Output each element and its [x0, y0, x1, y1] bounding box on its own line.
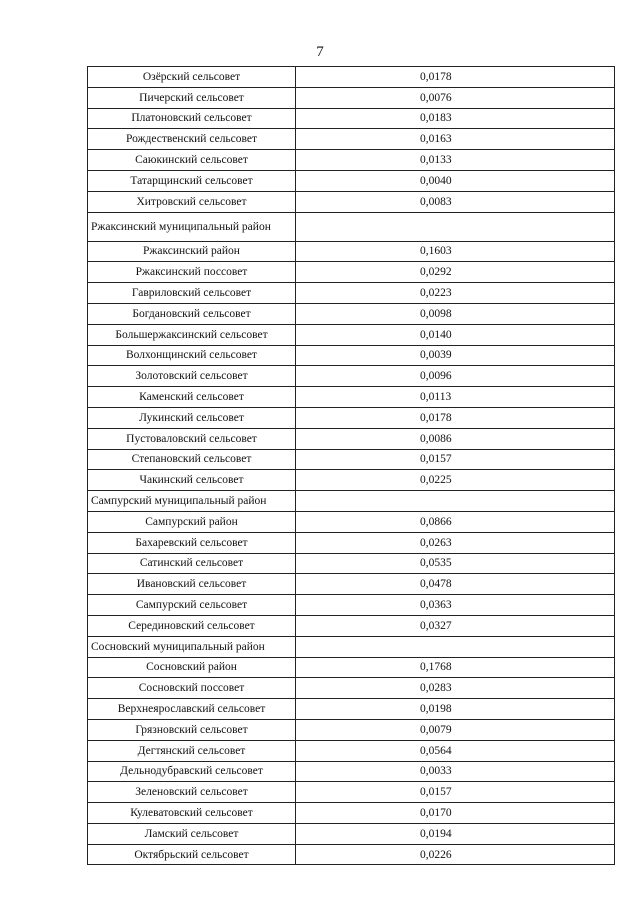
coefficient-value: 0,0040	[296, 170, 615, 191]
coefficient-value: 0,0178	[296, 67, 615, 88]
coefficient-value: 0,0178	[296, 407, 615, 428]
data-table	[87, 66, 615, 865]
page-number: 7	[316, 44, 324, 60]
table-row	[88, 657, 615, 678]
table-row	[88, 150, 615, 171]
table-row	[88, 303, 615, 324]
section-header-row	[88, 491, 615, 512]
municipality-name: Бахаревский сельсовет	[88, 532, 296, 553]
municipality-name: Ламский сельсовет	[88, 823, 296, 844]
municipality-name: Хитровский сельсовет	[88, 191, 296, 212]
coefficient-value: 0,0039	[296, 345, 615, 366]
coefficient-value: 0,0083	[296, 191, 615, 212]
table-row	[88, 387, 615, 408]
coefficient-value: 0,0535	[296, 553, 615, 574]
district-heading: Сосновский муниципальный район	[88, 636, 296, 657]
municipality-name: Степановский сельсовет	[88, 449, 296, 470]
municipality-name: Татарщинский сельсовет	[88, 170, 296, 191]
municipality-name: Серединовский сельсовет	[88, 615, 296, 636]
table-row	[88, 803, 615, 824]
municipality-name: Большержаксинский сельсовет	[88, 324, 296, 345]
municipality-name: Платоновский сельсовет	[88, 108, 296, 129]
table-row	[88, 241, 615, 262]
coefficient-value: 0,0866	[296, 511, 615, 532]
municipality-name: Октябрьский сельсовет	[88, 844, 296, 865]
coefficient-value: 0,0564	[296, 740, 615, 761]
table-row	[88, 366, 615, 387]
coefficient-value: 0,0086	[296, 428, 615, 449]
table-row	[88, 553, 615, 574]
municipality-name: Сосновский поссовет	[88, 678, 296, 699]
table-row	[88, 761, 615, 782]
table-row	[88, 262, 615, 283]
municipality-name: Сампурский район	[88, 511, 296, 532]
table-row	[88, 532, 615, 553]
municipality-name: Лукинский сельсовет	[88, 407, 296, 428]
coefficient-value: 0,0283	[296, 678, 615, 699]
coefficient-value: 0,0226	[296, 844, 615, 865]
municipality-name: Ржаксинский район	[88, 241, 296, 262]
coefficient-value: 0,0157	[296, 449, 615, 470]
municipality-name: Сатинский сельсовет	[88, 553, 296, 574]
table-row	[88, 87, 615, 108]
coefficient-value: 0,0225	[296, 470, 615, 491]
coefficient-value: 0,0198	[296, 699, 615, 720]
coefficient-value: 0,0113	[296, 387, 615, 408]
coefficient-value	[296, 636, 615, 657]
table-row	[88, 191, 615, 212]
municipality-name: Кулеватовский сельсовет	[88, 803, 296, 824]
coefficient-value: 0,0183	[296, 108, 615, 129]
coefficient-value: 0,0363	[296, 595, 615, 616]
table-row	[88, 108, 615, 129]
table-row	[88, 170, 615, 191]
table-row	[88, 595, 615, 616]
municipality-name: Гавриловский сельсовет	[88, 283, 296, 304]
table-row	[88, 324, 615, 345]
municipality-name: Ржаксинский поссовет	[88, 262, 296, 283]
municipality-name: Пустоваловский сельсовет	[88, 428, 296, 449]
table-row	[88, 283, 615, 304]
coefficient-value	[296, 212, 615, 241]
table-row	[88, 511, 615, 532]
municipality-name: Каменский сельсовет	[88, 387, 296, 408]
municipality-name: Богдановский сельсовет	[88, 303, 296, 324]
coefficient-value: 0,0076	[296, 87, 615, 108]
coefficient-value: 0,0033	[296, 761, 615, 782]
coefficient-value	[296, 491, 615, 512]
coefficient-value: 0,0263	[296, 532, 615, 553]
table-row	[88, 67, 615, 88]
coefficient-value: 0,0140	[296, 324, 615, 345]
table-row	[88, 782, 615, 803]
table-body	[88, 67, 615, 865]
coefficient-value: 0,0478	[296, 574, 615, 595]
table-row	[88, 345, 615, 366]
municipality-name: Озёрский сельсовет	[88, 67, 296, 88]
municipality-name: Верхнеярославский сельсовет	[88, 699, 296, 720]
district-heading: Сампурский муниципальный район	[88, 491, 296, 512]
coefficient-value: 0,0163	[296, 129, 615, 150]
coefficient-value: 0,0096	[296, 366, 615, 387]
coefficient-value: 0,0157	[296, 782, 615, 803]
municipality-name: Грязновский сельсовет	[88, 719, 296, 740]
coefficient-value: 0,0133	[296, 150, 615, 171]
table-row	[88, 699, 615, 720]
coefficient-value: 0,1768	[296, 657, 615, 678]
municipality-name: Пичерский сельсовет	[88, 87, 296, 108]
municipality-name: Рождественский сельсовет	[88, 129, 296, 150]
section-header-row	[88, 212, 615, 241]
table-row	[88, 449, 615, 470]
coefficient-value: 0,0194	[296, 823, 615, 844]
municipality-name: Золотовский сельсовет	[88, 366, 296, 387]
section-header-row	[88, 636, 615, 657]
coefficient-value: 0,1603	[296, 241, 615, 262]
coefficient-value: 0,0327	[296, 615, 615, 636]
table-row	[88, 428, 615, 449]
table-row	[88, 470, 615, 491]
municipality-name: Дельнодубравский сельсовет	[88, 761, 296, 782]
table-row	[88, 574, 615, 595]
district-heading: Ржаксинский муниципальный район	[88, 212, 296, 241]
municipality-name: Саюкинский сельсовет	[88, 150, 296, 171]
municipality-name: Ивановский сельсовет	[88, 574, 296, 595]
table-row	[88, 719, 615, 740]
municipality-name: Чакинский сельсовет	[88, 470, 296, 491]
coefficient-value: 0,0223	[296, 283, 615, 304]
table-row	[88, 615, 615, 636]
coefficient-value: 0,0098	[296, 303, 615, 324]
municipality-name: Зеленовский сельсовет	[88, 782, 296, 803]
table-row	[88, 740, 615, 761]
coefficient-value: 0,0292	[296, 262, 615, 283]
table-row	[88, 823, 615, 844]
municipality-name: Сосновский район	[88, 657, 296, 678]
table-row	[88, 407, 615, 428]
table-row	[88, 844, 615, 865]
municipality-name: Дегтянский сельсовет	[88, 740, 296, 761]
table-row	[88, 129, 615, 150]
coefficient-value: 0,0170	[296, 803, 615, 824]
municipality-name: Сампурский сельсовет	[88, 595, 296, 616]
coefficient-value: 0,0079	[296, 719, 615, 740]
table-row	[88, 678, 615, 699]
municipality-name: Волхонщинский сельсовет	[88, 345, 296, 366]
